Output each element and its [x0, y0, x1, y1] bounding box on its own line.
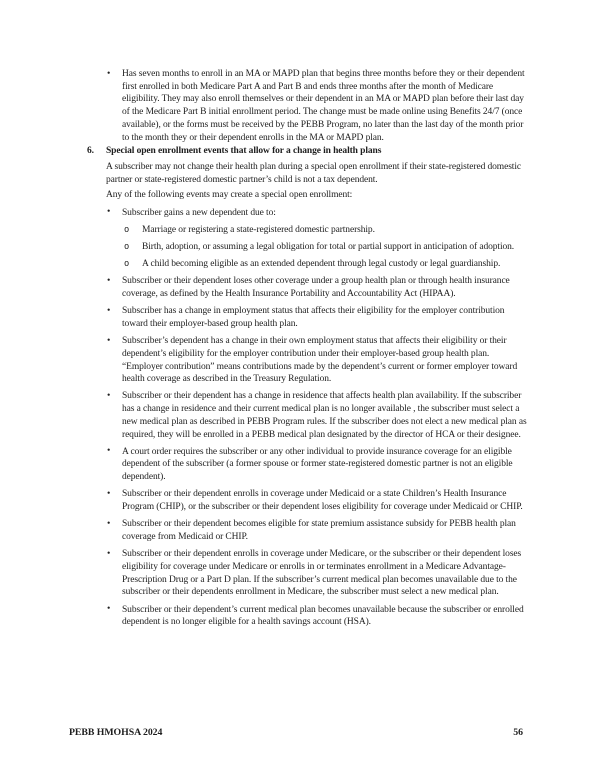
list-item: [106, 390, 530, 441]
page-content: [87, 68, 530, 633]
bullet-icon: •: [107, 488, 111, 499]
list-item: [106, 446, 530, 484]
footer-document-title: PEBB HMOHSA 2024: [69, 727, 163, 738]
list-item: [106, 335, 530, 386]
footer-page-number: 56: [513, 727, 523, 738]
list-item-text: Subscriber or their dependent enrolls in coverage under Medicare, or the subscriber or their dependent loses eligibility for coverage under Medicare or enrolls in or terminates enrollment in a Medicare Advantage-Prescription Drug or a Part D plan. If the subscriber’s current medical plan becomes unavailable due to the subscriber or their dependents enrollment in Medicare, the subscriber must select a new medical plan.: [122, 549, 522, 598]
list-item: [106, 68, 530, 144]
circle-bullet-icon: o: [124, 259, 130, 270]
circle-bullet-icon: o: [124, 241, 130, 252]
list-item-text: Subscriber or their dependent has a change in residence that affects health plan availability. If the subscriber has a change in residence and their current medical plan is no longer available , the subscriber must select a new medical plan as described in PEBB Program rules. If the subscriber does not elect a new medical plan as required, they will be enrolled in a PEBB medical plan designated by the director of HCA or their designee.: [122, 391, 527, 440]
list-item-text: Subscriber or their dependent enrolls in coverage under Medicaid or a state Children’s Health Insurance Program (CHIP), or the subscriber or their dependent loses eligibility for coverage under Medicaid or CHIP.: [122, 489, 523, 513]
list-item-text: Marriage or registering a state-registered domestic partnership.: [142, 224, 375, 235]
paragraph: A subscriber may not change their health plan during a special open enrollment if their state-registered domestic partner or state-registered domestic partner’s child is not a tax dependent.: [106, 161, 522, 185]
page-footer: [69, 727, 523, 740]
bullet-icon: •: [107, 68, 111, 79]
list-item-text: A child becoming eligible as an extended dependent through legal custody or legal guardianship.: [142, 259, 501, 270]
bullet-icon: •: [107, 275, 111, 286]
bullet-icon: •: [107, 390, 111, 401]
section-heading: [87, 145, 530, 158]
sub-list-item: [106, 241, 530, 254]
list-item-text: Subscriber has a change in employment status that affects their eligibility for the employer contribution toward their employer-based group health plan.: [122, 306, 505, 329]
list-item: [106, 207, 530, 220]
list-item-text: A court order requires the subscriber or any other individual to provide insurance coverage for an eligible dependent of the subscriber (a former spouse or former state-registered domestic partner is not an eligible dependent).: [122, 446, 513, 483]
bullet-icon: •: [107, 518, 111, 529]
bullet-icon: •: [107, 604, 111, 615]
circle-bullet-icon: o: [124, 224, 130, 235]
list-item: [106, 604, 530, 629]
list-item: [106, 275, 530, 300]
list-item-text: Subscriber or their dependent’s current medical plan becomes unavailable because the subscriber or enrolled dependent is no longer eligible for a health savings account (HSA).: [122, 604, 524, 628]
list-item: [106, 518, 530, 543]
list-item: [106, 488, 530, 513]
bullet-icon: •: [107, 446, 111, 457]
list-item-text: Subscriber or their dependent becomes eligible for state premium assistance subsidy for PEBB health plan coverage from Medicaid or CHIP.: [122, 519, 516, 542]
paragraph: Any of the following events may create a special open enrollment:: [106, 190, 353, 201]
list-item-text: Birth, adoption, or assuming a legal obligation for total or partial support in anticipation of adoption.: [142, 241, 515, 252]
sub-list-item: [106, 258, 530, 271]
list-item-text: Subscriber or their dependent loses other coverage under a group health plan or through health insurance coverage, as defined by the Health Insurance Portability and Accountability Act (HIPAA).: [122, 276, 510, 300]
section-number: 6.: [87, 145, 94, 156]
section-heading-text: Special open enrollment events that allow for a change in health plans: [106, 145, 382, 156]
bullet-icon: •: [107, 305, 111, 316]
list-item: [106, 548, 530, 599]
list-item-text: Subscriber’s dependent has a change in their own employment status that affects their eligibility or their dependent’s eligibility for the employer contribution under their employer-based group health plan. “Employer contribution” means contributions made by the dependent’s current or former employer toward health coverage as described in the Treasury Regulation.: [122, 336, 518, 385]
list-item: [106, 305, 530, 330]
bullet-icon: •: [107, 335, 111, 346]
list-item-text: Subscriber gains a new dependent due to:: [122, 207, 276, 218]
sub-list-item: [106, 224, 530, 237]
bullet-icon: •: [107, 207, 111, 218]
bullet-icon: •: [107, 548, 111, 559]
list-item-text: Has seven months to enroll in an MA or MAPD plan that begins three months before they or their dependent first enrolled in both Medicare Part A and Part B and ends three months after the month of Medicare eligibility. They may also enroll themselves or their dependent in an MA or MAPD plan before their last day of the Medicare Part B initial enrollment period. The change must be made online using Benefits 24/7 (once available), or the forms must be received by the PEBB Program, no later than the last day of the month prior to the month they or their dependent enrolls in the MA or MAPD plan.: [122, 69, 525, 143]
